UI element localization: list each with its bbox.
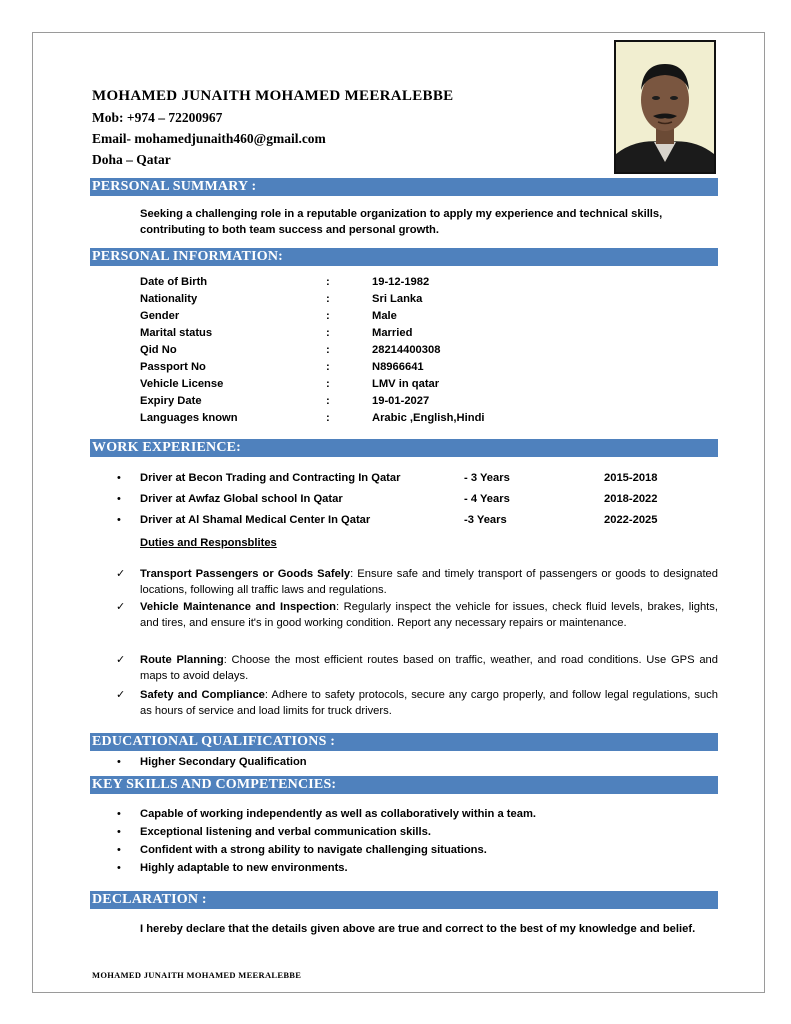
bullet-icon: • bbox=[117, 844, 121, 856]
work-duration: - 3 Years bbox=[464, 472, 510, 484]
info-label: Marital status bbox=[140, 327, 213, 339]
location: Doha – Qatar bbox=[92, 152, 171, 167]
duty-item bbox=[140, 600, 718, 631]
info-label: Gender bbox=[140, 310, 180, 322]
email-address: Email- mohamedjunaith460@gmail.com bbox=[92, 131, 326, 146]
duty-text: : Ensure safe and timely transport of passengers or goods to designated locations, following all traffic laws and regulations. bbox=[140, 568, 719, 596]
footer-name: MOHAMED JUNAITH MOHAMED MEERALEBBE bbox=[92, 970, 302, 980]
info-separator: : bbox=[326, 293, 330, 305]
bullet-icon: • bbox=[117, 808, 121, 820]
info-row bbox=[140, 310, 700, 326]
bullet-icon: • bbox=[117, 862, 121, 874]
info-row bbox=[140, 412, 700, 428]
bullet-icon: • bbox=[117, 826, 121, 838]
work-role: Driver at Awfaz Global school In Qatar bbox=[140, 493, 343, 505]
info-value: 19-01-2027 bbox=[372, 395, 430, 407]
info-label: Nationality bbox=[140, 293, 198, 305]
portrait-image bbox=[616, 42, 714, 172]
declaration-text: I hereby declare that the details given above are true and correct to the best of my knowledge and belief. bbox=[140, 923, 696, 935]
skill-item: Exceptional listening and verbal communication skills. bbox=[140, 826, 431, 838]
info-separator: : bbox=[326, 361, 330, 373]
duty-item bbox=[140, 567, 718, 598]
info-value: Male bbox=[372, 310, 397, 322]
bullet-icon: • bbox=[117, 472, 121, 484]
section-key-skills: KEY SKILLS AND COMPETENCIES: bbox=[90, 776, 718, 794]
info-separator: : bbox=[326, 378, 330, 390]
duty-title: Transport Passengers or Goods Safely bbox=[140, 568, 351, 580]
work-row bbox=[140, 472, 700, 488]
bullet-icon: • bbox=[117, 756, 121, 768]
work-role: Driver at Al Shamal Medical Center In Qatar bbox=[140, 514, 371, 526]
info-label: Vehicle License bbox=[140, 378, 224, 390]
bullet-icon: • bbox=[117, 514, 121, 526]
work-role: Driver at Becon Trading and Contracting In Qatar bbox=[140, 472, 401, 484]
work-duration: -3 Years bbox=[464, 514, 507, 526]
skill-item: Highly adaptable to new environments. bbox=[140, 862, 348, 874]
duties-heading: Duties and Responsblites bbox=[140, 537, 277, 549]
duty-title: Safety and Compliance bbox=[140, 689, 265, 701]
work-period: 2015-2018 bbox=[604, 472, 658, 484]
duty-text: : Adhere to safety protocols, secure any cargo properly, and follow legal regulations, such as hours of service and load limits for truck drivers. bbox=[140, 689, 718, 717]
info-separator: : bbox=[326, 276, 330, 288]
checkmark-icon: ✓ bbox=[116, 689, 126, 701]
info-label: Date of Birth bbox=[140, 276, 208, 288]
section-personal-information: PERSONAL INFORMATION: bbox=[90, 248, 718, 266]
checkmark-icon: ✓ bbox=[116, 654, 126, 666]
summary-text: Seeking a challenging role in a reputable organization to apply my experience and technical skills, contributing to both team success and personal growth. bbox=[140, 208, 663, 236]
skill-item: Confident with a strong ability to navigate challenging situations. bbox=[140, 844, 487, 856]
candidate-name: MOHAMED JUNAITH MOHAMED MEERALEBBE bbox=[92, 88, 454, 104]
duty-title: Route Planning bbox=[140, 654, 224, 666]
info-separator: : bbox=[326, 395, 330, 407]
duty-text: : Choose the most efficient routes based on traffic, weather, and road conditions. Use GPS and maps to avoid delays. bbox=[140, 654, 718, 682]
education-item: Higher Secondary Qualification bbox=[140, 756, 307, 768]
work-period: 2018-2022 bbox=[604, 493, 658, 505]
section-educational-qualifications: EDUCATIONAL QUALIFICATIONS : bbox=[90, 733, 718, 751]
work-duration: - 4 Years bbox=[464, 493, 510, 505]
bullet-icon: • bbox=[117, 493, 121, 505]
info-value: LMV in qatar bbox=[372, 378, 440, 390]
info-row bbox=[140, 276, 700, 292]
duty-text: : Regularly inspect the vehicle for issues, check fluid levels, brakes, lights, and tires, and ensure it's in good working condition. Report any necessary repairs or maintenance. bbox=[140, 601, 718, 629]
info-label: Qid No bbox=[140, 344, 177, 356]
info-value: Sri Lanka bbox=[372, 293, 423, 305]
work-row bbox=[140, 493, 700, 509]
work-period: 2022-2025 bbox=[604, 514, 658, 526]
info-value: Married bbox=[372, 327, 413, 339]
section-declaration: DECLARATION : bbox=[90, 891, 718, 909]
info-label: Expiry Date bbox=[140, 395, 202, 407]
info-row bbox=[140, 395, 700, 411]
info-row bbox=[140, 327, 700, 343]
checkmark-icon: ✓ bbox=[116, 568, 126, 580]
info-label: Languages known bbox=[140, 412, 238, 424]
info-value: 28214400308 bbox=[372, 344, 441, 356]
info-separator: : bbox=[326, 412, 330, 424]
info-value: 19-12-1982 bbox=[372, 276, 430, 288]
checkmark-icon: ✓ bbox=[116, 601, 126, 613]
section-personal-summary: PERSONAL SUMMARY : bbox=[90, 178, 718, 196]
duty-title: Vehicle Maintenance and Inspection bbox=[140, 601, 336, 613]
mobile-number: Mob: +974 – 72200967 bbox=[92, 110, 223, 125]
profile-photo bbox=[614, 40, 716, 174]
skill-item: Capable of working independently as well as collaboratively within a team. bbox=[140, 808, 537, 820]
info-row bbox=[140, 378, 700, 394]
info-row bbox=[140, 344, 700, 360]
duty-item bbox=[140, 653, 718, 684]
info-separator: : bbox=[326, 327, 330, 339]
info-value: Arabic ,English,Hindi bbox=[372, 412, 485, 424]
duty-item bbox=[140, 688, 718, 719]
info-row bbox=[140, 293, 700, 309]
work-row bbox=[140, 514, 700, 530]
info-separator: : bbox=[326, 310, 330, 322]
section-work-experience: WORK EXPERIENCE: bbox=[90, 439, 718, 457]
info-value: N8966641 bbox=[372, 361, 424, 373]
info-separator: : bbox=[326, 344, 330, 356]
info-label: Passport No bbox=[140, 361, 206, 373]
info-row bbox=[140, 361, 700, 377]
